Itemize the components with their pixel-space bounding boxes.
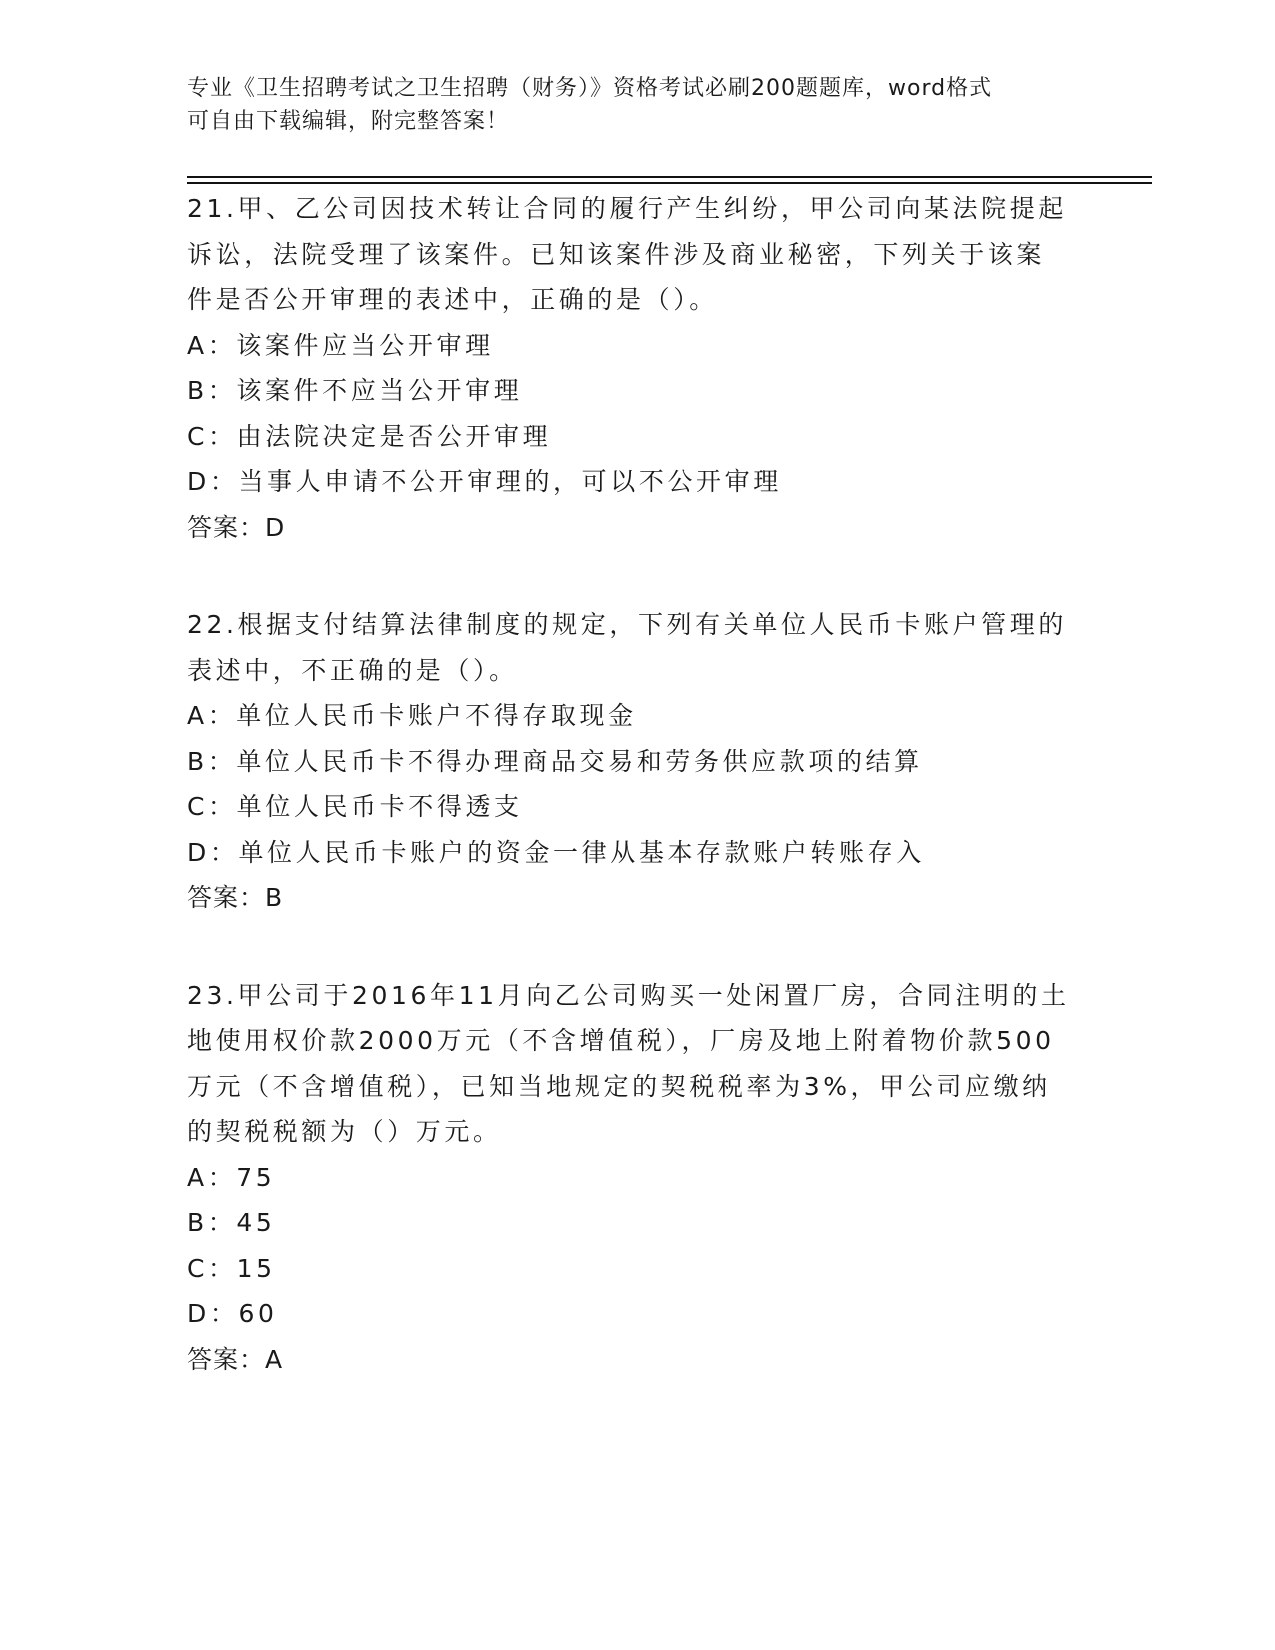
header-line: 可自由下载编辑，附完整答案！ xyxy=(187,109,510,134)
question-item xyxy=(187,602,1087,921)
question-stem-line: 万元（不含增值税），已知当地规定的契税税率为3%，甲公司应缴纳 xyxy=(187,1071,1051,1101)
option-c: C：由法院决定是否公开审理 xyxy=(187,421,552,451)
question-stem-line: 23.甲公司于2016年11月向乙公司购买一处闲置厂房，合同注明的土 xyxy=(187,980,1070,1010)
header-divider xyxy=(187,176,1152,178)
answer-line: 答案：A xyxy=(187,1344,284,1374)
option-d: D：60 xyxy=(187,1299,278,1328)
document-header xyxy=(187,72,1067,138)
question-stem-line: 表述中，不正确的是（）。 xyxy=(187,655,518,685)
question-stem-line: 地使用权价款2000万元（不含增值税），厂房及地上附着物价款500 xyxy=(187,1026,1055,1055)
option-d: D：当事人申请不公开审理的，可以不公开审理 xyxy=(187,467,782,496)
option-c: C：单位人民币卡不得透支 xyxy=(187,792,523,821)
question-stem-line: 件是否公开审理的表述中，正确的是（）。 xyxy=(187,285,718,314)
option-b: B：单位人民币卡不得办理商品交易和劳务供应款项的结算 xyxy=(187,746,923,776)
question-stem-line: 21.甲、乙公司因技术转让合同的履行产生纠纷，甲公司向某法院提起 xyxy=(187,194,1067,223)
option-a: A：该案件应当公开审理 xyxy=(187,330,494,360)
question-item xyxy=(187,973,1087,1383)
header-divider xyxy=(187,182,1152,184)
question-stem-line: 的契税税额为（）万元。 xyxy=(187,1117,502,1146)
option-a: A：75 xyxy=(187,1162,276,1192)
header-line: 专业《卫生招聘考试之卫生招聘（财务）》资格考试必刷200题题库，word格式 xyxy=(187,76,993,101)
option-b: B：45 xyxy=(187,1208,276,1237)
question-stem-line: 诉讼，法院受理了该案件。已知该案件涉及商业秘密，下列关于该案 xyxy=(187,239,1046,269)
option-d: D：单位人民币卡账户的资金一律从基本存款账户转账存入 xyxy=(187,837,925,867)
answer-line: 答案：B xyxy=(187,883,284,912)
option-b: B：该案件不应当公开审理 xyxy=(187,376,523,405)
question-list xyxy=(187,186,1087,1434)
option-c: C：15 xyxy=(187,1253,276,1283)
answer-line: 答案：D xyxy=(187,512,286,542)
option-a: A：单位人民币卡账户不得存取现金 xyxy=(187,701,637,730)
question-item xyxy=(187,186,1087,550)
question-stem-line: 22.根据支付结算法律制度的规定，下列有关单位人民币卡账户管理的 xyxy=(187,610,1067,639)
